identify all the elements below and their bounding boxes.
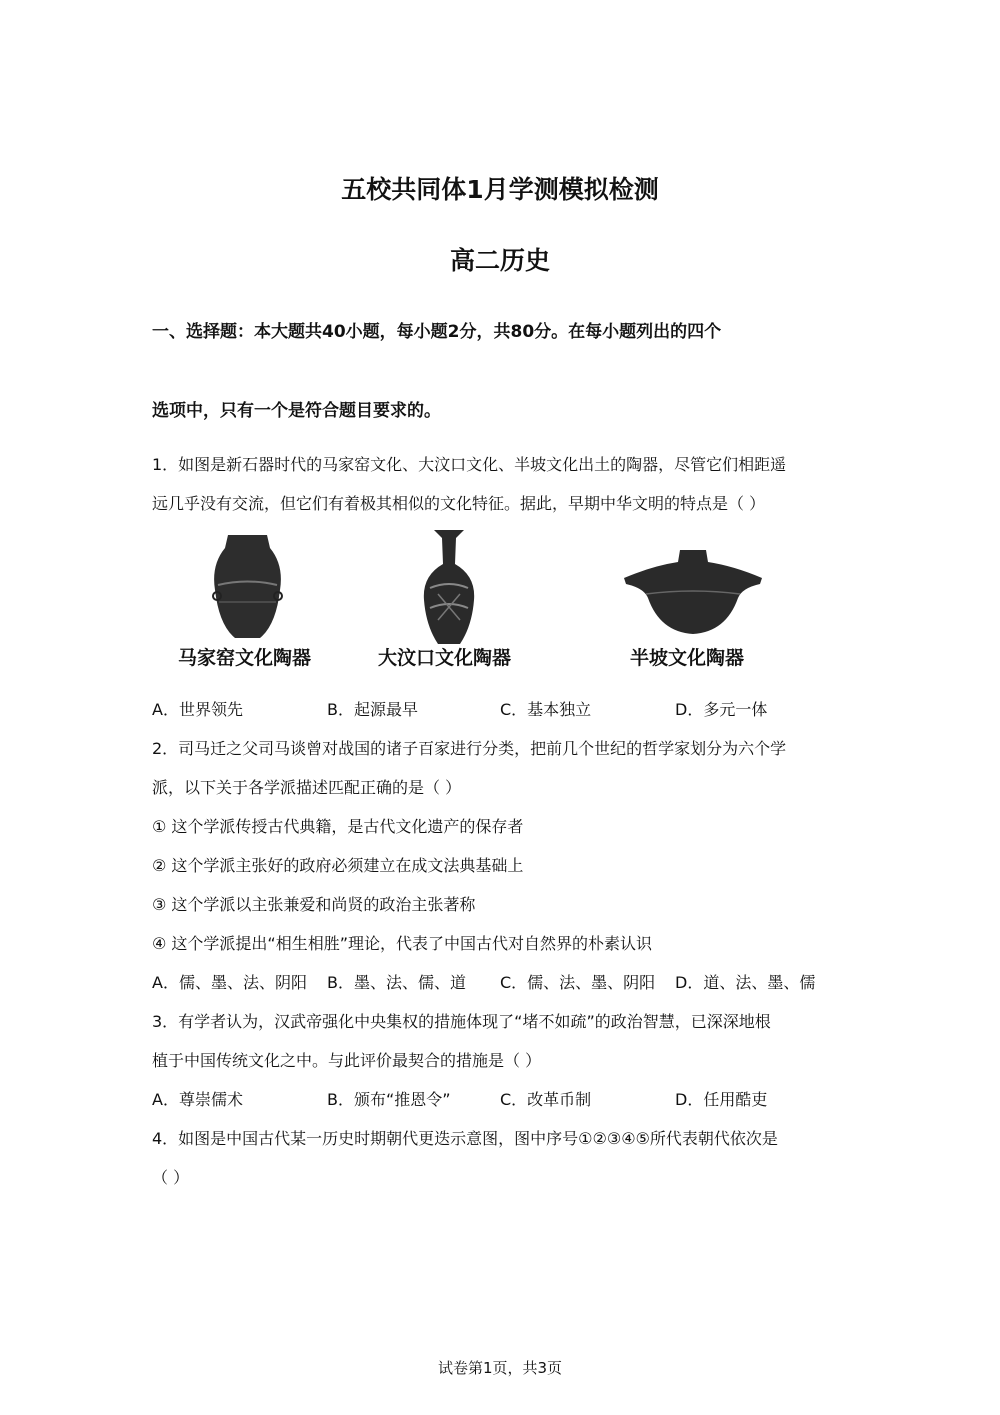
exam-subject: 高二历史 <box>449 246 550 275</box>
q2-option-d: D．道、法、墨、儒 <box>675 973 816 992</box>
q3-stem-line1: 3．有学者认为，汉武帝强化中央集权的措施体现了“堵不如疏”的政治智慧，已深深地根 <box>152 1012 771 1031</box>
q2-option-c: C．儒、法、墨、阴阳 <box>500 973 656 992</box>
dawenkou-pot-image <box>418 528 480 646</box>
banpo-pot-image <box>622 548 764 636</box>
pottery-figure <box>160 528 800 678</box>
q1-option-b: B．起源最早 <box>327 700 418 719</box>
q2-item-1: ① 这个学派传授古代典籍，是古代文化遗产的保存者 <box>152 817 524 836</box>
q3-option-c: C．改革币制 <box>500 1090 592 1109</box>
q4-stem-line2: （ ） <box>152 1168 190 1187</box>
q1-stem-line2: 远几乎没有交流，但它们有着极其相似的文化特征。据此，早期中华文明的特点是（ ） <box>152 494 766 513</box>
majiayao-pot-image <box>210 530 285 640</box>
q2-item-2: ② 这个学派主张好的政府必须建立在成文法典基础上 <box>152 856 524 875</box>
q2-item-4: ④ 这个学派提出“相生相胜”理论，代表了中国古代对自然界的朴素认识 <box>152 934 653 953</box>
caption-dawenkou: 大汶口文化陶器 <box>378 647 512 669</box>
section-heading-line2: 选项中，只有一个是符合题目要求的。 <box>152 401 441 421</box>
q2-stem-line2: 派，以下关于各学派描述匹配正确的是（ ） <box>152 778 462 797</box>
q1-option-d: D．多元一体 <box>675 700 768 719</box>
q3-option-b: B．颁布“推恩令” <box>327 1090 451 1109</box>
q3-option-a: A．尊崇儒术 <box>152 1090 243 1109</box>
caption-banpo: 半坡文化陶器 <box>630 647 745 669</box>
q2-item-3: ③ 这个学派以主张兼爱和尚贤的政治主张著称 <box>152 895 476 914</box>
q1-stem-line1: 1．如图是新石器时代的马家窑文化、大汶口文化、半坡文化出土的陶器，尽管它们相距遥 <box>152 455 787 474</box>
page-footer: 试卷第1页，共3页 <box>437 1359 563 1377</box>
q2-option-b: B．墨、法、儒、道 <box>327 973 466 992</box>
q2-option-a: A．儒、墨、法、阴阳 <box>152 973 307 992</box>
section-heading-line1: 一、选择题：本大题共40小题，每小题2分，共80分。在每小题列出的四个 <box>152 322 722 342</box>
q3-stem-line2: 植于中国传统文化之中。与此评价最契合的措施是（ ） <box>152 1051 542 1070</box>
caption-majiayao: 马家窑文化陶器 <box>178 647 312 669</box>
q3-option-d: D．任用酷吏 <box>675 1090 768 1109</box>
q1-option-a: A．世界领先 <box>152 700 243 719</box>
q2-stem-line1: 2．司马迁之父司马谈曾对战国的诸子百家进行分类，把前几个世纪的哲学家划分为六个学 <box>152 739 787 758</box>
exam-title: 五校共同体1月学测模拟检测 <box>341 175 659 204</box>
q4-stem-line1: 4．如图是中国古代某一历史时期朝代更迭示意图，图中序号①②③④⑤所代表朝代依次是 <box>152 1129 778 1148</box>
q1-option-c: C．基本独立 <box>500 700 592 719</box>
